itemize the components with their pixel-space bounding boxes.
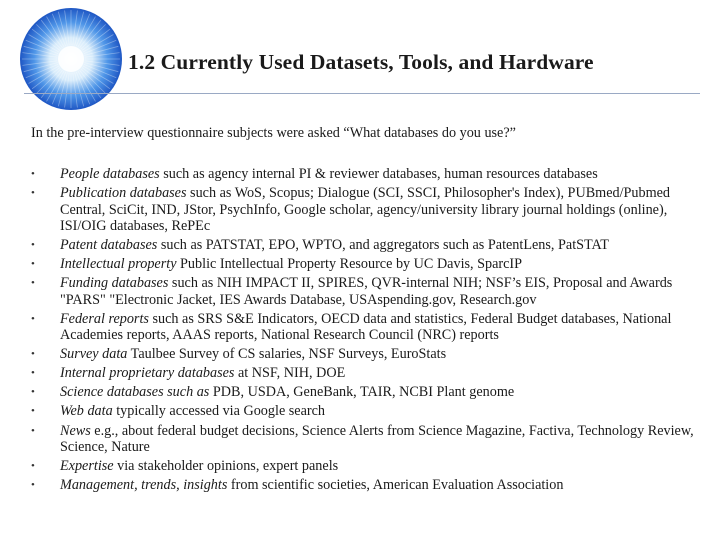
bullet-icon: • xyxy=(31,239,35,251)
item-detail: from scientific societies, American Evaluation Association xyxy=(230,477,564,494)
list-item xyxy=(31,275,701,308)
item-detail: Taulbee Survey of CS salaries, NSF Surveys, EuroStats xyxy=(130,346,447,363)
bullet-icon: • xyxy=(31,258,35,271)
list-item xyxy=(31,458,701,474)
bullet-icon: • xyxy=(31,460,35,473)
list-item xyxy=(31,185,701,234)
list-item xyxy=(31,311,701,344)
bullet-icon: • xyxy=(31,424,35,437)
item-detail: such as NIH IMPACT II, SPIRES, QVR-internal NIH; NSF’s EIS, Proposal and Awards "PARS" "Electronic Jacket, IES Awards Database, USAspending.gov, Research.gov xyxy=(60,275,673,308)
item-term: Science databases such as xyxy=(60,384,210,401)
item-term: Survey data xyxy=(60,346,128,363)
bullet-icon: • xyxy=(31,312,35,325)
item-term: People databases xyxy=(60,166,160,182)
item-term: Web data xyxy=(60,403,113,420)
bullet-icon: • xyxy=(31,277,35,290)
item-term: Expertise xyxy=(60,458,114,475)
item-term: Funding databases xyxy=(60,275,169,292)
item-term: Intellectual property xyxy=(60,256,177,273)
list-item xyxy=(31,384,701,400)
item-detail: such as agency internal PI & reviewer databases, human resources databases xyxy=(163,166,598,182)
bullet-icon: • xyxy=(31,367,35,380)
list-item xyxy=(31,403,701,419)
list-item xyxy=(31,166,701,182)
item-term: Federal reports xyxy=(60,310,149,327)
bullet-icon: • xyxy=(31,479,35,492)
item-term: Internal proprietary databases xyxy=(60,365,235,382)
item-detail: such as SRS S&E Indicators, OECD data and statistics, Federal Budget databases, National Academies reports, AAAS reports, National Research Council (NRC) reports xyxy=(60,310,672,344)
list-item xyxy=(31,346,701,362)
item-term: Management, trends, insights xyxy=(60,477,228,494)
logo-icon xyxy=(18,6,124,112)
list-item xyxy=(31,423,701,456)
item-detail: PDB, USDA, GeneBank, TAIR, NCBI Plant genome xyxy=(212,384,515,401)
item-detail: e.g., about federal budget decisions, Science Alerts from Science Magazine, Factiva, Technology Review, Science, Nature xyxy=(60,422,694,455)
bullet-icon: • xyxy=(31,386,35,399)
item-detail: at NSF, NIH, DOE xyxy=(238,365,346,382)
bullet-icon: • xyxy=(31,187,35,200)
item-term: News xyxy=(60,422,91,439)
item-detail: such as PATSTAT, EPO, WPTO, and aggregators such as PatentLens, PatSTAT xyxy=(160,237,609,253)
list-item xyxy=(31,365,701,381)
bullet-icon: • xyxy=(31,405,35,418)
slide-title: 1.2 Currently Used Datasets, Tools, and Hardware xyxy=(128,50,594,74)
item-detail: via stakeholder opinions, expert panels xyxy=(117,458,339,475)
item-detail: such as WoS, Scopus; Dialogue (SCI, SSCI, Philosopher's Index), PUBmed/Pubmed Central, SciCit, IND, JStor, PsychInfo, Google scholar, agency/university library journal holdings (online), ISI/OIG databases, RePEc xyxy=(60,185,671,234)
intro-text: In the pre-interview questionnaire subjects were asked “What databases do you use?” xyxy=(31,125,516,141)
list-item xyxy=(31,237,701,253)
list-item xyxy=(31,256,701,272)
item-term: Publication databases xyxy=(60,185,187,202)
bullet-icon: • xyxy=(31,348,35,361)
title-divider xyxy=(24,93,700,94)
list-item xyxy=(31,477,701,493)
item-term: Patent databases xyxy=(60,237,158,253)
database-list xyxy=(31,166,701,496)
item-detail: Public Intellectual Property Resource by UC Davis, SparcIP xyxy=(180,256,523,273)
bullet-icon: • xyxy=(31,168,35,180)
item-detail: typically accessed via Google search xyxy=(116,403,326,420)
